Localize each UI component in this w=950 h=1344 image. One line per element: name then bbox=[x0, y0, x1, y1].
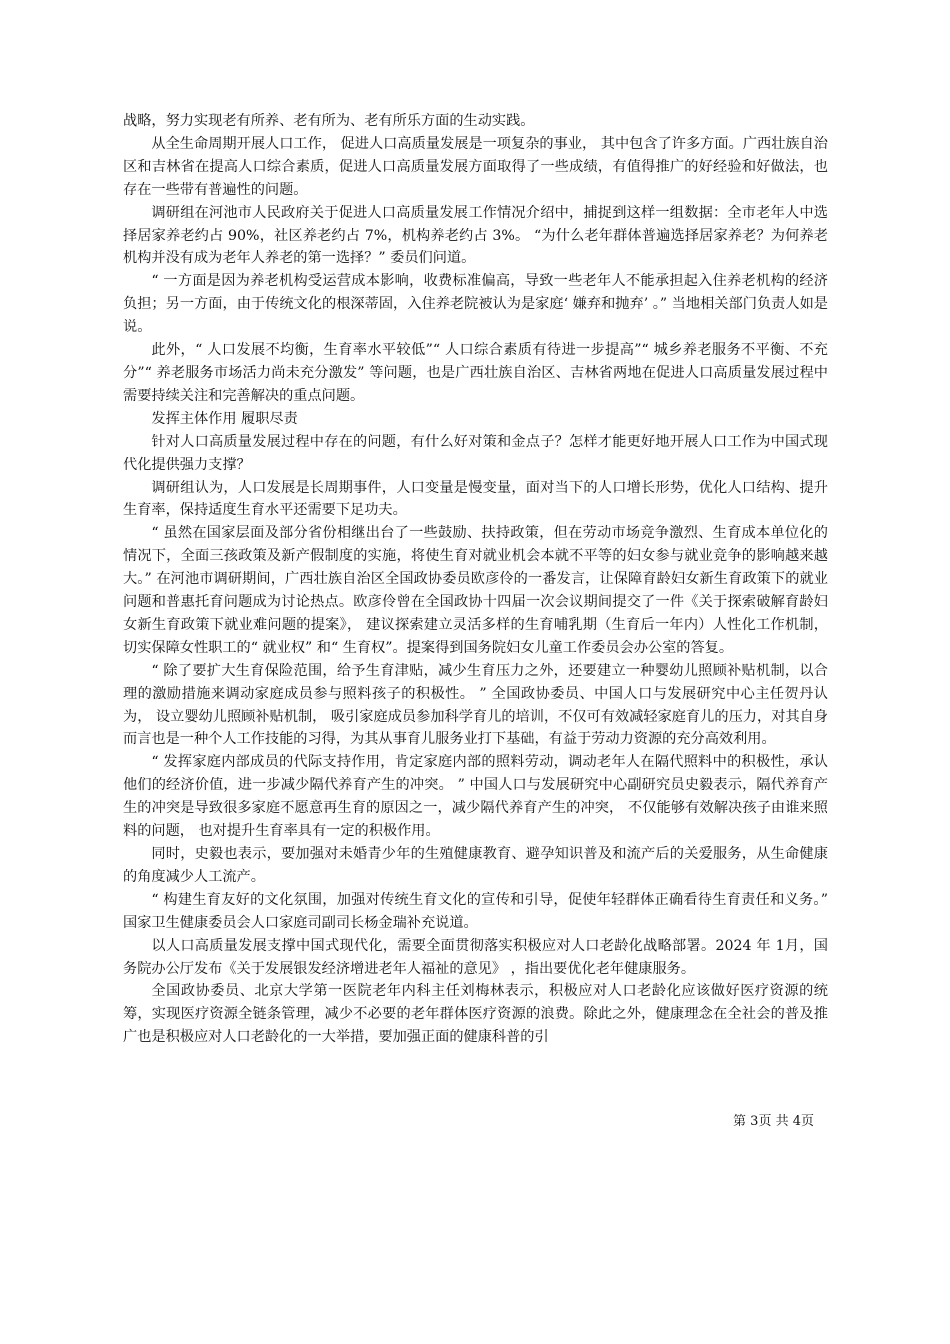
paragraph: “ 一方面是因为养老机构受运营成本影响，收费标准偏高，导致一些老年人不能承担起入住养老机构的经济负担；另一方面，由于传统文化的根深蒂固，入住养老院被认为是家庭‘ 嫌弃和抛弃’ 。” 当地相关部门负责人如是说。 bbox=[123, 273, 828, 336]
paragraph: 以人口高质量发展支撑中国式现代化，需要全面贯彻落实积极应对人口老龄化战略部署。2024 年 1月，国务院办公厅发布《关于发展银发经济增进老年人福祉的意见》 ，指出要优化老年健康服务。 bbox=[123, 937, 828, 977]
paragraph: 调研组认为，人口发展是长周期事件，人口变量是慢变量，面对当下的人口增长形势，优化人口结构、提升生育率，保持适度生育水平还需要下足功夫。 bbox=[123, 479, 828, 519]
section-heading: 发挥主体作用 履职尽责 bbox=[151, 410, 298, 427]
paragraph: “ 虽然在国家层面及部分省份相继出台了一些鼓励、扶持政策，但在劳动市场竞争激烈、生育成本单位化的情况下，全面三孩政策及新产假制度的实施，将使生育对就业机会本就不平等的妇女参与就业竞争的影响越来越大。” 在河池市调研期间，广西壮族自治区全国政协委员欧彦伶的一番发言，让保障育龄妇女新生育政策下的就业问题和普惠托育问题成为讨论热点。欧彦伶曾在全国政协十四届一次会议期间提交了一件《关于探索破解育龄妇女新生育政策下就业难问题的提案》， 建议探索建立灵活多样的生育哺乳期（生育后一年内）人性化工作机制，切实保障女性职工的“ 就业权” 和“ 生育权”。提案得到国务院妇女儿童工作委员会办公室的答复。 bbox=[123, 525, 828, 656]
paragraph: “ 发挥家庭内部成员的代际支持作用，肯定家庭内部的照料劳动，调动老年人在隔代照料中的积极性，承认他们的经济价值，进一步减少隔代养育产生的冲突。 ” 中国人口与发展研究中心副研究员史毅表示，隔代养育产生的冲突是导致很多家庭不愿意再生育的原因之一，减少隔代养育产生的冲突， 不仅能够有效解决孩子由谁来照料的问题， 也对提升生育率具有一定的积极作用。 bbox=[123, 754, 828, 840]
paragraph: 此外，“ 人口发展不均衡，生育率水平较低”“ 人口综合素质有待进一步提高”“ 城乡养老服务不平衡、不充分”“ 养老服务市场活力尚未充分激发” 等问题，也是广西壮族自治区、吉林省两地在促进人口高质量发展过程中需要持续关注和完善解决的重点问题。 bbox=[123, 342, 828, 404]
page-number: 第 3页 共 4页 bbox=[733, 1114, 814, 1129]
paragraph: 战略，努力实现老有所养、老有所为、老有所乐方面的生动实践。 bbox=[123, 113, 535, 129]
document-body bbox=[123, 110, 828, 1049]
paragraph: “ 除了要扩大生育保险范围，给予生育津贴，减少生育压力之外，还要建立一种婴幼儿照顾补贴机制，以合理的激励措施来调动家庭成员参与照料孩子的积极性。 ” 全国政协委员、中国人口与发展研究中心主任贺丹认为， 设立婴幼儿照顾补贴机制， 吸引家庭成员参加科学育儿的培训，不仅可有效减轻家庭育儿的压力，对其自身而言也是一种个人工作技能的习得，为其从事育儿服务业打下基础，有益于劳动力资源的充分高效利用。 bbox=[123, 662, 828, 748]
paragraph: 同时，史毅也表示，要加强对未婚青少年的生殖健康教育、避孕知识普及和流产后的关爱服务，从生命健康的角度减少人工流产。 bbox=[123, 846, 828, 885]
paragraph: “ 构建生育友好的文化氛围，加强对传统生育文化的宣传和引导，促使年轻群体正确看待生育责任和义务。” 国家卫生健康委员会人口家庭司副司长杨金瑞补充说道。 bbox=[123, 891, 828, 931]
paragraph: 全国政协委员、北京大学第一医院老年内科主任刘梅林表示，积极应对人口老龄化应该做好医疗资源的统筹，实现医疗资源全链条管理，减少不必要的老年群体医疗资源的浪费。除此之外，健康理念在全社会的普及推广也是积极应对人口老龄化的一大举措，要加强正面的健康科普的引 bbox=[123, 983, 828, 1046]
paragraph: 从全生命周期开展人口工作， 促进人口高质量发展是一项复杂的事业， 其中包含了许多方面。广西壮族自治区和吉林省在提高人口综合素质，促进人口高质量发展方面取得了一些成绩，有值得推广的好经验和好做法，也存在一些带有普遍性的问题。 bbox=[123, 135, 828, 198]
paragraph: 调研组在河池市人民政府关于促进人口高质量发展工作情况介绍中，捕捉到这样一组数据：全市老年人中选择居家养老约占 90%，社区养老约占 7%，机构养老约占 3%。 “为什么老年群体普遍选择居家养老？为何养老机构并没有成为老年人养老的第一选择？” 委员们问道。 bbox=[123, 204, 828, 267]
paragraph: 针对人口高质量发展过程中存在的问题，有什么好对策和金点子？怎样才能更好地开展人口工作为中国式现代化提供强力支撑？ bbox=[123, 433, 828, 473]
